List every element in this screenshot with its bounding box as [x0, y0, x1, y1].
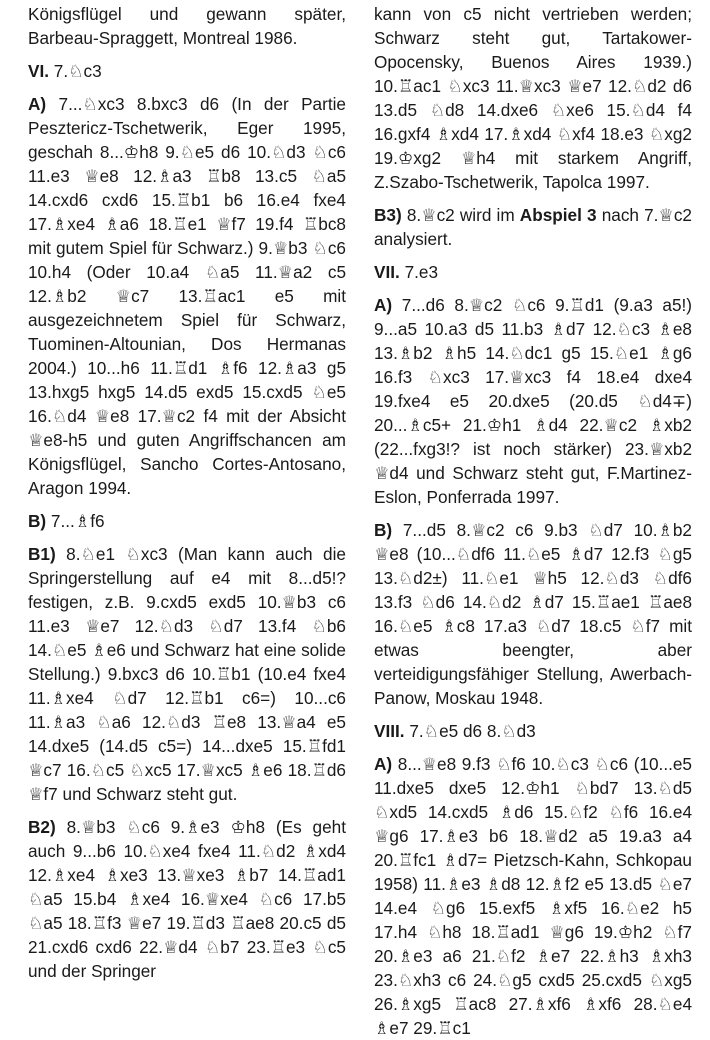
variation-label: B2) — [28, 817, 56, 837]
variation-label: A) — [28, 94, 47, 114]
variation-text: 7...d5 8.♕c2 c6 9.b3 ♘d7 10.♗b2 ♕e8 (10...♘df6 11.♘e5 ♗d7 12.f3 ♘g5 13.♘d2±) 11.♘e1 ♕h5 12.♘d3 ♘df6 13.f3 ♘d6 14.♘d2 ♗d7 15.♖ae1 ♖ae8 16.♘e5 ♗c8 17.a3 ♘d7 18.c5 ♘f7 mit etwas beengter, aber verteidigungsfähiger Stellung, Awerbach-Panow, Moskau 1948. — [374, 520, 692, 708]
section-heading-vii — [374, 260, 692, 284]
section-label: VIII. — [374, 721, 405, 741]
variation-text: 8.♕b3 ♘c6 9.♗e3 ♔h8 (Es geht auch 9...b6 10.♘xe4 fxe4 11.♘d2 ♗xd4 12.♗xe4 ♗xe3 13.♕xe3 ♗b7 14.♖ad1 ♘a5 15.b4 ♗xe4 16.♕xe4 ♘c6 17.b5 ♘a5 18.♖f3 ♕e7 19.♖d3 ♖ae8 20.c5 d5 21.cxd6 cxd6 22.♕d4 ♘b7 23.♖e3 ♘c5 und der Springer — [28, 817, 346, 981]
variation-b1 — [28, 542, 346, 806]
section-label: VII. — [374, 262, 400, 282]
section-heading-vi — [28, 59, 346, 83]
variation-label: B3) — [374, 205, 402, 225]
variation-b — [374, 518, 692, 710]
variation-b3 — [374, 203, 692, 251]
section-heading-viii — [374, 719, 692, 743]
variation-label: A) — [374, 295, 393, 315]
variation-label: B1) — [28, 544, 56, 564]
variation-a — [374, 752, 692, 1040]
cross-reference: Abspiel 3 — [519, 205, 597, 225]
variation-text: 7...♘xc3 8.bxc3 d6 (In der Partie Pesztericz-Tschetwerik, Eger 1995, geschah 8...♔h8 9.♘e5 d6 10.♘d3 ♘c6 11.e3 ♕e8 12.♗a3 ♖b8 13.c5 ♘a5 14.cxd6 cxd6 15.♖b1 b6 16.e4 fxe4 17.♗xe4 ♗a6 18.♖e1 ♕f7 19.f4 ♖bc8 mit gutem Spiel für Schwarz.) 9.♕b3 ♘c6 10.h4 (Oder 10.a4 ♘a5 11.♕a2 c5 12.♗b2 ♕c7 13.♖ac1 e5 mit ausgezeichnetem Spiel für Schwarz, Tuominen-Altounian, Dos Hermanas 2004.) 10...h6 11.♖d1 ♗f6 12.♗a3 g5 13.hxg5 hxg5 14.d5 exd5 15.cxd5 ♘e5 16.♘d4 ♕e8 17.♕c2 f4 mit der Absicht ♕e8-h5 und guten Angriffschancen am Königsflügel, Sancho Cortes-Antosano, Aragon 1994. — [28, 94, 346, 498]
variation-text: 8.♘e1 ♘xc3 (Man kann auch die Springerstellung auf e4 mit 8...d5!? festigen, z.B. 9.cxd5 exd5 10.♕b3 c6 11.e3 ♕e7 12.♘d3 ♘d7 13.f4 ♘b6 14.♘e5 ♗e6 und Schwarz hat eine solide Stellung.) 9.bxc3 d6 10.♖b1 (10.e4 fxe4 11.♗xe4 ♘d7 12.♖b1 c6=) 10...c6 11.♗a3 ♘a6 12.♘d3 ♖e8 13.♕a4 e5 14.dxe5 (14.d5 c5=) 14...dxe5 15.♖fd1 ♕c7 16.♘c5 ♘xc5 17.♕xc5 ♗e6 18.♖d6 ♕f7 und Schwarz steht gut. — [28, 544, 346, 804]
paragraph: kann von c5 nicht vertrieben werden; Schwarz steht gut, Tartakower-Opocensky, Buenos Aires 1939.) 10.♖ac1 ♘xc3 11.♕xc3 ♕e7 12.♘d2 d6 13.d5 ♘d8 14.dxe6 ♘xe6 15.♘d4 f4 16.gxf4 ♗xd4 17.♗xd4 ♘xf4 18.e3 ♘xg2 19.♔xg2 ♕h4 mit starkem Angriff, Z.Szabo-Tschetwerik, Tapolca 1997. — [374, 4, 692, 192]
variation-b2 — [28, 815, 346, 983]
variation-text: 8.♕c2 wird im — [401, 205, 520, 225]
variation-text: 7...d6 8.♕c2 ♘c6 9.♖d1 (9.a3 a5!) 9...a5 10.a3 d5 11.b3 ♗d7 12.♘c3 ♗e8 13.♗b2 ♗h5 14.♘dc1 g5 15.♘e1 ♗g6 16.f3 ♘xc3 17.♕xc3 f4 18.e4 dxe4 19.fxe4 e5 20.dxe5 (20.d5 ♘d4∓) 20...♗c5+ 21.♔h1 ♗d4 22.♕c2 ♗xb2 (22...fxg3!? ist noch stärker) 23.♕xb2 ♕d4 und Schwarz steht gut, F.Martinez-Eslon, Ponferrada 1997. — [374, 295, 692, 507]
section-move: 7.♘e5 d6 8.♘d3 — [404, 721, 536, 741]
variation-text: 8...♕e8 9.f3 ♘f6 10.♘c3 ♘c6 (10...e5 11.dxe5 dxe5 12.♔h1 ♘bd7 13.♘d5 ♘xd5 14.cxd5 ♗d6 15.♘f2 ♘f6 16.e4 ♕g6 17.♗e3 b6 18.♕d2 a5 19.a3 a4 20.♖fc1 ♗d7= Pietzsch-Kahn, Schkopau 1958) 11.♗e3 ♗d8 12.♗f2 e5 13.d5 ♘e7 14.e4 ♘g6 15.exf5 ♗xf5 16.♘e2 h5 17.h4 ♘h8 18.♖ad1 ♕g6 19.♔h2 ♘f7 20.♗e3 a6 21.♘f2 ♗e7 22.♗h3 ♗xh3 23.♘xh3 c6 24.♘g5 cxd5 25.cxd5 ♘xg5 26.♗xg5 ♖ac8 27.♗xf6 ♗xf6 28.♘e4 ♗e7 29.♖c1 — [374, 754, 692, 1038]
section-label: VI. — [28, 61, 50, 81]
right-column — [374, 2, 692, 1038]
section-move: 7.e3 — [399, 262, 439, 282]
variation-label: A) — [374, 754, 393, 774]
section-move: 7.♘c3 — [49, 61, 102, 81]
variation-text: 7...♗f6 — [46, 511, 105, 531]
variation-a — [374, 293, 692, 509]
left-column — [28, 2, 346, 1015]
variation-b — [28, 509, 346, 533]
variation-text: nach 7.♕c2 analysiert. — [374, 205, 692, 249]
variation-a — [28, 92, 346, 500]
variation-label: B) — [28, 511, 47, 531]
paragraph: Königsflügel und gewann später, Barbeau-Spraggett, Montreal 1986. — [28, 4, 346, 48]
variation-label: B) — [374, 520, 393, 540]
